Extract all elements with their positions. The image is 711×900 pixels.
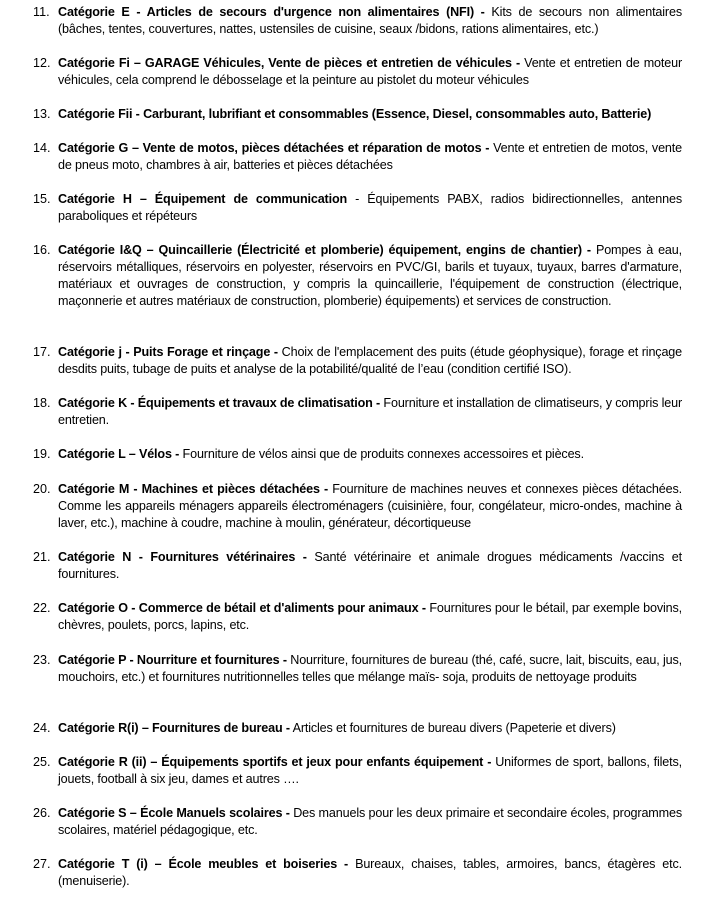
item-text: Kits de secours non alimentaires (bâches, tentes, couvertures, nattes, ustensiles de cuisine, seaux /bidons, rations alimentaires, etc.) [58, 5, 682, 36]
item-title: Catégorie H – Équipement de communication [58, 192, 348, 206]
item-body [58, 344, 682, 378]
item-number: 13. [33, 107, 51, 121]
item-number: 20. [33, 482, 51, 496]
item-number: 21. [33, 550, 51, 564]
item-title: Catégorie P - Nourriture et fournitures - [58, 653, 287, 667]
item-text: Fourniture de vélos ainsi que de produits connexes accessoires et pièces. [179, 447, 584, 461]
item-number: 15. [33, 192, 51, 206]
item-title: Catégorie S – École Manuels scolaires - [58, 806, 290, 820]
item-number: 12. [33, 56, 51, 70]
item-number: 26. [33, 806, 51, 820]
item-body [58, 55, 682, 89]
item-text: Choix de l'emplacement des puits (étude géophysique), forage et rinçage desdits puits, tubage de puits et analyse de la potabilité/qualité de l’eau (condition certifié ISO). [58, 345, 683, 376]
item-number: 17. [33, 345, 51, 359]
item-body [58, 242, 682, 310]
item-body [58, 549, 682, 583]
item-number: 22. [33, 601, 51, 615]
item-body [58, 446, 682, 463]
item-title: Catégorie Fii - Carburant, lubrifiant et consommables (Essence, Diesel, consommables auto, Batterie) [58, 107, 652, 121]
item-text: Fourniture de machines neuves et connexes pièces détachées. Comme les appareils ménagers appareils électroménagers (cuisinière, four, congélateur, micro-ondes, machine à laver, etc.), machine à coudre, machine à moulin, générateur, décortiqueuse [58, 482, 682, 530]
item-text: Articles et fournitures de bureau divers (Papeterie et divers) [289, 721, 616, 735]
item-text: Vente et entretien de motos, vente de pneus moto, chambres à air, batteries et pièces détachées [58, 141, 682, 172]
item-body [58, 4, 682, 38]
item-number: 27. [33, 857, 51, 871]
item-body [58, 754, 682, 788]
item-title: Catégorie T (i) – École meubles et boiseries - [58, 857, 349, 871]
item-title: Catégorie R (ii) – Équipements sportifs et jeux pour enfants équipement - [58, 755, 492, 769]
item-title: Catégorie M - Machines et pièces détachées - [58, 482, 329, 496]
item-text: Uniformes de sport, ballons, filets, jouets, football à six jeu, dames et autres …. [58, 755, 682, 786]
item-number: 14. [33, 141, 51, 155]
item-title: Catégorie E - Articles de secours d'urgence non alimentaires (NFI) - [58, 5, 485, 19]
item-title: Catégorie j - Puits Forage et rinçage - [58, 345, 278, 359]
item-text: Bureaux, chaises, tables, armoires, bancs, étagères etc. (menuiserie). [58, 857, 682, 888]
item-body [58, 652, 682, 686]
item-title: Catégorie K - Équipements et travaux de climatisation - [58, 396, 381, 410]
item-text: Vente et entretien de moteur véhicules, cela comprend le débosselage et la peinture au pistolet du moteur véhicules [58, 56, 682, 87]
item-body [58, 191, 682, 225]
item-body [58, 106, 682, 123]
item-text: Fournitures pour le bétail, par exemple bovins, chèvres, poulets, porcs, lapins, etc. [58, 601, 682, 632]
item-title: Catégorie G – Vente de motos, pièces détachées et réparation de motos - [58, 141, 490, 155]
item-text: Santé vétérinaire et animale drogues médicaments /vaccins et fournitures. [58, 550, 682, 581]
item-text: Pompes à eau, réservoirs métalliques, réservoirs en polyester, réservoirs en PVC/GI, barils et tuyaux, tuyaux, barres d'armature, matériaux et ouvrages de construction, y compris la quincaillerie, l'équipement de construction (électrique, maçonnerie et autres matériaux de construction, plomberie) équipements) et services de construction. [58, 243, 682, 308]
item-body [58, 805, 682, 839]
item-title: Catégorie O - Commerce de bétail et d'aliments pour animaux - [58, 601, 426, 615]
item-body [58, 395, 682, 429]
item-body [58, 140, 682, 174]
item-number: 16. [33, 243, 51, 257]
item-text: Fourniture et installation de climatiseurs, y compris leur entretien. [58, 396, 682, 427]
item-text: - Équipements PABX, radios bidirectionnelles, antennes paraboliques et répéteurs [58, 192, 682, 223]
item-number: 19. [33, 447, 51, 461]
item-number: 25. [33, 755, 51, 769]
item-body [58, 481, 682, 532]
item-text: Des manuels pour les deux primaire et secondaire écoles, programmes scolaires, matériel pédagogique, etc. [58, 806, 682, 837]
item-title: Catégorie R(i) – Fournitures de bureau - [58, 721, 290, 735]
item-body [58, 856, 682, 890]
item-number: 23. [33, 653, 51, 667]
item-number: 24. [33, 721, 51, 735]
item-title: Catégorie Fi – GARAGE Véhicules, Vente de pièces et entretien de véhicules - [58, 56, 521, 70]
item-number: 11. [33, 5, 50, 19]
item-number: 18. [33, 396, 51, 410]
item-body [58, 720, 682, 737]
item-title: Catégorie I&Q – Quincaillerie (Électricité et plomberie) équipement, engins de chantier) - [58, 243, 591, 257]
item-text: Nourriture, fournitures de bureau (thé, café, sucre, lait, biscuits, eau, jus, mouchoirs, etc.) et fournitures nutritionnelles telles que mélange maïs- soja, produits de nettoyage produits [58, 653, 682, 684]
item-title: Catégorie N - Fournitures vétérinaires - [58, 550, 307, 564]
item-body [58, 600, 682, 634]
item-title: Catégorie L – Vélos - [58, 447, 180, 461]
